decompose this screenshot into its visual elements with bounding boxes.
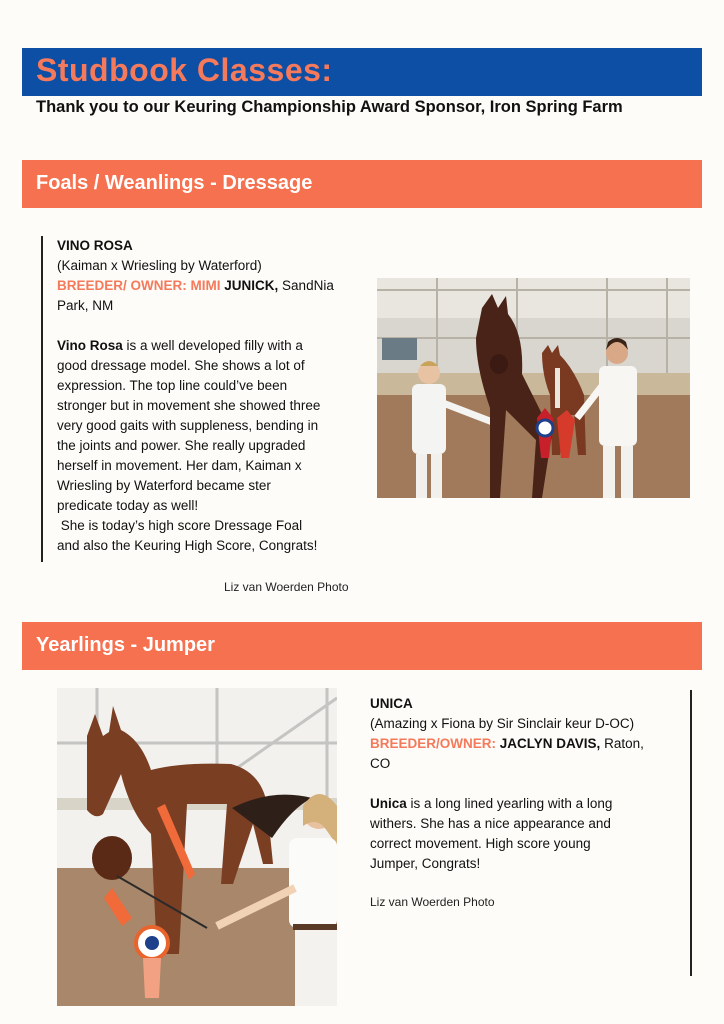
page-title: Studbook Classes:	[36, 52, 333, 88]
description-lead: Unica	[370, 796, 407, 811]
entry-vino-rosa	[57, 236, 372, 556]
description-line: herself in movement. Her dam, Kaiman x	[57, 458, 302, 473]
description-line: predicate today as well!	[57, 498, 199, 513]
photo-credit: Liz van Woerden Photo	[370, 895, 495, 909]
location-line: Park, NM	[57, 298, 114, 313]
breeder-label: BREEDER/ OWNER: MIMI	[57, 278, 221, 293]
breeder-label: BREEDER/OWNER:	[370, 736, 497, 751]
description-lead: Vino Rosa	[57, 338, 123, 353]
description-line: very good gaits with suppleness, bending in	[57, 418, 319, 433]
description-line	[370, 794, 680, 814]
sponsor-line: Thank you to our Keuring Championship Award Sponsor, Iron Spring Farm	[36, 98, 623, 116]
photo-unica	[57, 688, 337, 1006]
description-line: correct movement. High score young	[370, 836, 591, 851]
location-part: SandNia	[282, 278, 334, 293]
photo-credit: Liz van Woerden Photo	[224, 580, 349, 594]
section-divider-line	[41, 236, 43, 562]
section-heading-yearlings: Yearlings - Jumper	[36, 634, 215, 656]
description-line: expression. The top line could’ve been	[57, 378, 288, 393]
description-line: good dressage model. She shows a lot of	[57, 358, 305, 373]
description-line: Wriesling by Waterford became ster	[57, 478, 271, 493]
description-line: the joints and power. She really upgraded	[57, 438, 306, 453]
horse-name: VINO ROSA	[57, 238, 133, 253]
pedigree: (Amazing x Fiona by Sir Sinclair keur D-OC)	[370, 716, 635, 731]
location-part: Raton,	[604, 736, 644, 751]
entry-unica	[370, 694, 680, 874]
breeder-line	[57, 276, 372, 296]
section-divider-line	[690, 690, 692, 976]
breeder-name: JUNICK,	[224, 278, 279, 293]
breeder-line	[370, 734, 680, 754]
breeder-name: JACLYN DAVIS,	[499, 736, 601, 751]
description-line: stronger but in movement she showed three	[57, 398, 321, 413]
location-line: CO	[370, 756, 391, 771]
horse-name: UNICA	[370, 696, 413, 711]
description-line	[57, 336, 372, 356]
description-text: is a well developed filly with a	[122, 338, 303, 353]
description-line: She is today’s high score Dressage Foal	[57, 518, 303, 533]
description-text: is a long lined yearling with a long	[406, 796, 613, 811]
section-heading-foals: Foals / Weanlings - Dressage	[36, 172, 313, 194]
description-line: Jumper, Congrats!	[370, 856, 481, 871]
photo-vino-rosa	[377, 278, 690, 498]
description-line: withers. She has a nice appearance and	[370, 816, 611, 831]
pedigree: (Kaiman x Wriesling by Waterford)	[57, 258, 262, 273]
description-line: and also the Keuring High Score, Congrats!	[57, 538, 318, 553]
